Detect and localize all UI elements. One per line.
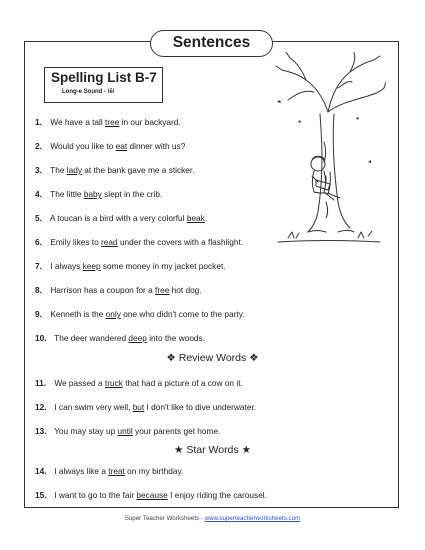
sentence-9: 9. Kenneth is the only one who didn't come to the party. (35, 309, 245, 319)
sentence-2: 2. Would you like to eat dinner with us? (35, 141, 186, 151)
sentence-6: 6. Emily likes to read under the covers with a flashlight. (35, 237, 244, 247)
sentence-14: 14. I always like a treat on my birthday. (35, 466, 184, 476)
spelling-list-box (44, 67, 163, 103)
spelling-word: deep (128, 333, 147, 343)
sentence-12: 12. I can swim very well, but I don't like to dive underwater. (35, 402, 257, 412)
spelling-word: baby (83, 189, 102, 199)
sentence-13: 13. You may stay up until your parents get home. (35, 426, 221, 436)
spelling-word: but (132, 402, 145, 412)
sentence-7: 7. I always keep some money in my jacket pocket. (35, 261, 226, 271)
spelling-list-name: Spelling List B-7 (51, 70, 157, 85)
spelling-word: truck (104, 378, 123, 388)
spelling-word: because (136, 490, 168, 500)
sentence-5: 5. A toucan is a bird with a very colorful beak. (35, 213, 208, 223)
footer (0, 515, 425, 522)
sentence-3: 3. The lady at the bank gave me a sticker. (35, 165, 195, 175)
spelling-word: tree (105, 117, 120, 127)
spelling-word: beak (186, 213, 205, 223)
spelling-word: eat (115, 141, 128, 151)
spelling-word: only (105, 309, 121, 319)
spelling-word: free (155, 285, 170, 295)
sentence-10: 10. The deer wandered deep into the woods. (35, 333, 206, 343)
worksheet-title: Sentences (150, 30, 273, 57)
spelling-list-subtitle: Long-e Sound - /ē/ (62, 89, 115, 95)
spelling-word: lady (66, 165, 82, 175)
sentence-11: 11. We passed a truck that had a picture of a cow on it. (35, 378, 243, 388)
spelling-word: until (117, 426, 133, 436)
footer-link[interactable]: www.superteacherworksheets.com (204, 515, 301, 522)
tree-with-boy-reading-icon (268, 52, 386, 252)
star-words-heading: ★ Star Words ★ (174, 444, 251, 456)
spelling-word: treat (108, 466, 125, 476)
sentence-8: 8. Harrison has a coupon for a free hot dog. (35, 285, 202, 295)
spelling-word: read (101, 237, 118, 247)
spelling-word: keep (82, 261, 101, 271)
review-words-heading: ❖ Review Words ❖ (166, 352, 259, 364)
sentence-4: 4. The little baby slept in the crib. (35, 189, 163, 199)
sentence-15: 15. I want to go to the fair because I enjoy riding the carousel. (35, 490, 267, 500)
footer-text: Super Teacher Worksheets - (124, 515, 205, 522)
sentence-1: 1. We have a tall tree in our backyard. (35, 117, 181, 127)
